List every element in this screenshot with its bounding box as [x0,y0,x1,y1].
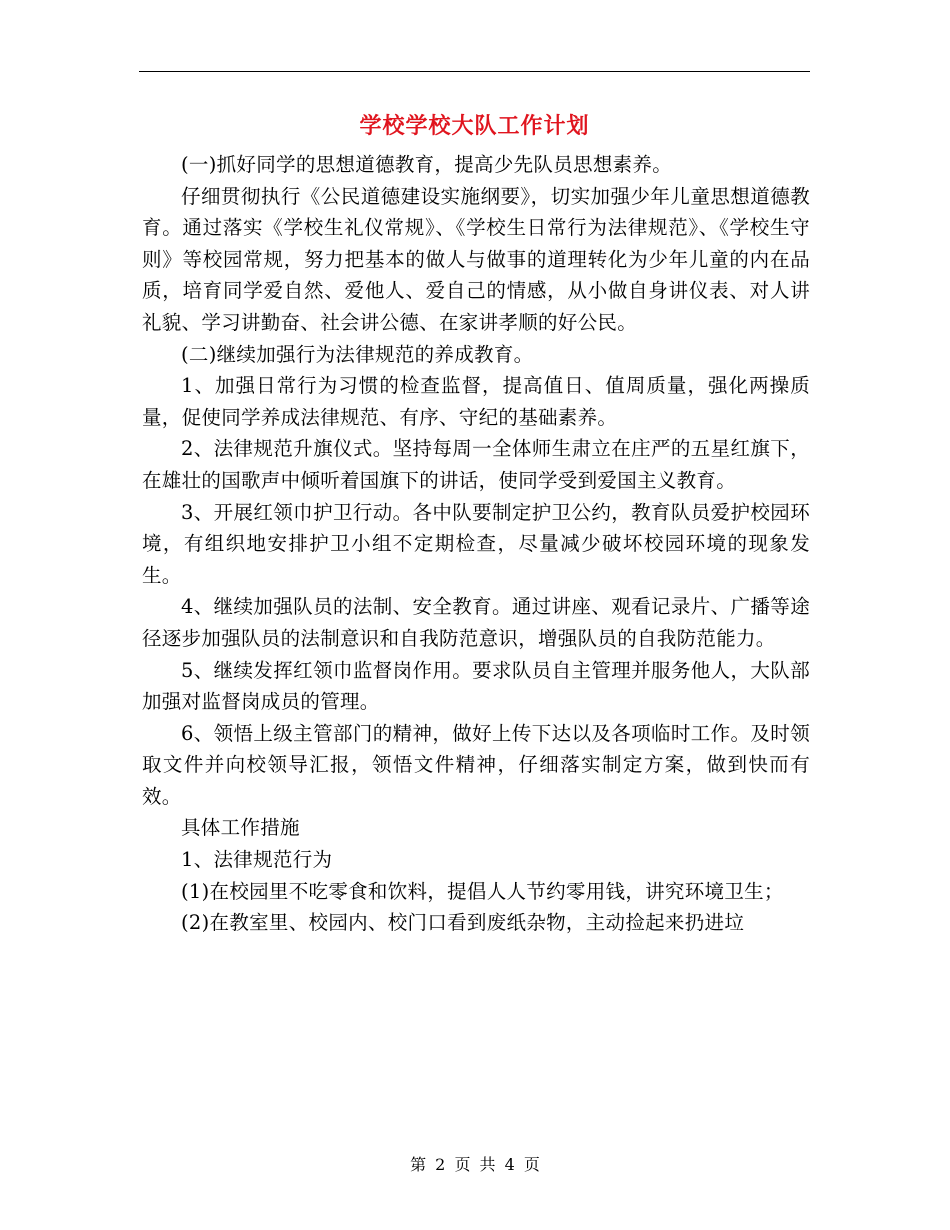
paragraph-13: (2)在教室里、校园内、校门口看到废纸杂物，主动捡起来扔进垃 [181,911,745,935]
paragraph-3: (二)继续加强行为法律规范的养成教育。 [181,342,534,366]
paragraph-6: 3、开展红领巾护卫行动。各中队要制定护卫公约，教育队员爱护校园环境，有组织地安排护卫小组不定期检查，尽量减少破坏校园环境的现象发生。 [142,500,810,587]
paragraph-11: 1、法律规范行为 [181,848,333,872]
paragraph-5: 2、法律规范升旗仪式。坚持每周一全体师生肃立在庄严的五星红旗下，在雄壮的国歌声中倾听着国旗下的讲话，使同学受到爱国主义教育。 [142,437,810,492]
paragraph-12: (1)在校园里不吃零食和饮料，提倡人人节约零用钱，讲究环境卫生； [181,879,784,903]
paragraph-10: 具体工作措施 [181,816,300,840]
paragraph-8: 5、继续发挥红领巾监督岗作用。要求队员自主管理并服务他人，大队部加强对监督岗成员的管理。 [142,658,810,714]
paragraph-4: 1、加强日常行为习惯的检查监督，提高值日、值周质量，强化两操质量，促使同学养成法律规范、有序、守纪的基础素养。 [142,374,810,429]
paragraph-7: 4、继续加强队员的法制、安全教育。通过讲座、观看记录片、广播等途径逐步加强队员的法制意识和自我防范意识，增强队员的自我防范能力。 [142,595,810,650]
paragraph-9: 6、领悟上级主管部门的精神，做好上传下达以及各项临时工作。及时领取文件并向校领导汇报，领悟文件精神，仔细落实制定方案，做到快而有效。 [142,721,810,808]
document-title: 学校学校大队工作计划 [359,113,590,139]
paragraph-1: (一)抓好同学的思想道德教育，提高少先队员思想素养。 [181,153,673,176]
paragraph-2: 仔细贯彻执行《公民道德建设实施纲要》，切实加强少年儿童思想道德教育。通过落实《学校生礼仪常规》、《学校生日常行为法律规范》、《学校生守则》等校园常规，努力把基本的做人与做事的道理转化为少年儿童的内在品质，培育同学爱自然、爱他人、爱自己的情感，从小做自身讲仪表、对人讲礼貌、学习讲勤奋、社会讲公德、在家讲孝顺的好公民。 [142,184,810,334]
header-rule [139,71,810,72]
page-number-footer: 第 2 页 共 4 页 [410,1155,540,1174]
document-body [142,149,810,939]
